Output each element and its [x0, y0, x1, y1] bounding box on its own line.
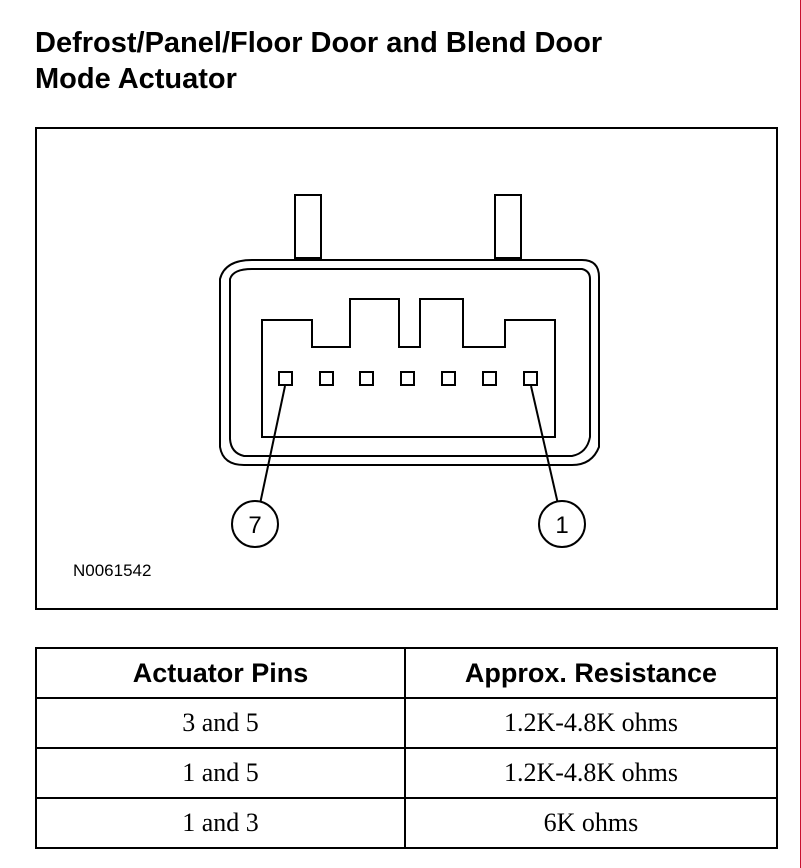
table-row	[36, 798, 777, 848]
column-header-resistance: Approx. Resistance	[405, 648, 777, 698]
cell-resistance: 1.2K-4.8K ohms	[405, 698, 777, 748]
cell-resistance: 1.2K-4.8K ohms	[405, 748, 777, 798]
resistance-table	[35, 647, 778, 849]
column-header-pins: Actuator Pins	[36, 648, 405, 698]
connector-diagram	[37, 129, 780, 612]
table-row	[36, 698, 777, 748]
page-title	[35, 25, 775, 97]
connector-figure	[35, 127, 778, 610]
callout-label-7: 7	[248, 512, 262, 539]
title-line-1: Defrost/Panel/Floor Door and Blend Door	[35, 27, 603, 59]
callout-label-1: 1	[555, 512, 569, 539]
figure-id: N0061542	[73, 561, 152, 580]
cell-resistance: 6K ohms	[405, 798, 777, 848]
latch-tab-left	[295, 195, 321, 258]
cell-pins: 1 and 3	[36, 798, 405, 848]
latch-tab-right	[495, 195, 521, 258]
cell-pins: 3 and 5	[36, 698, 405, 748]
cell-pins: 1 and 5	[36, 748, 405, 798]
table-header-row	[36, 648, 777, 698]
title-line-2: Mode Actuator	[35, 63, 237, 95]
table-row	[36, 748, 777, 798]
